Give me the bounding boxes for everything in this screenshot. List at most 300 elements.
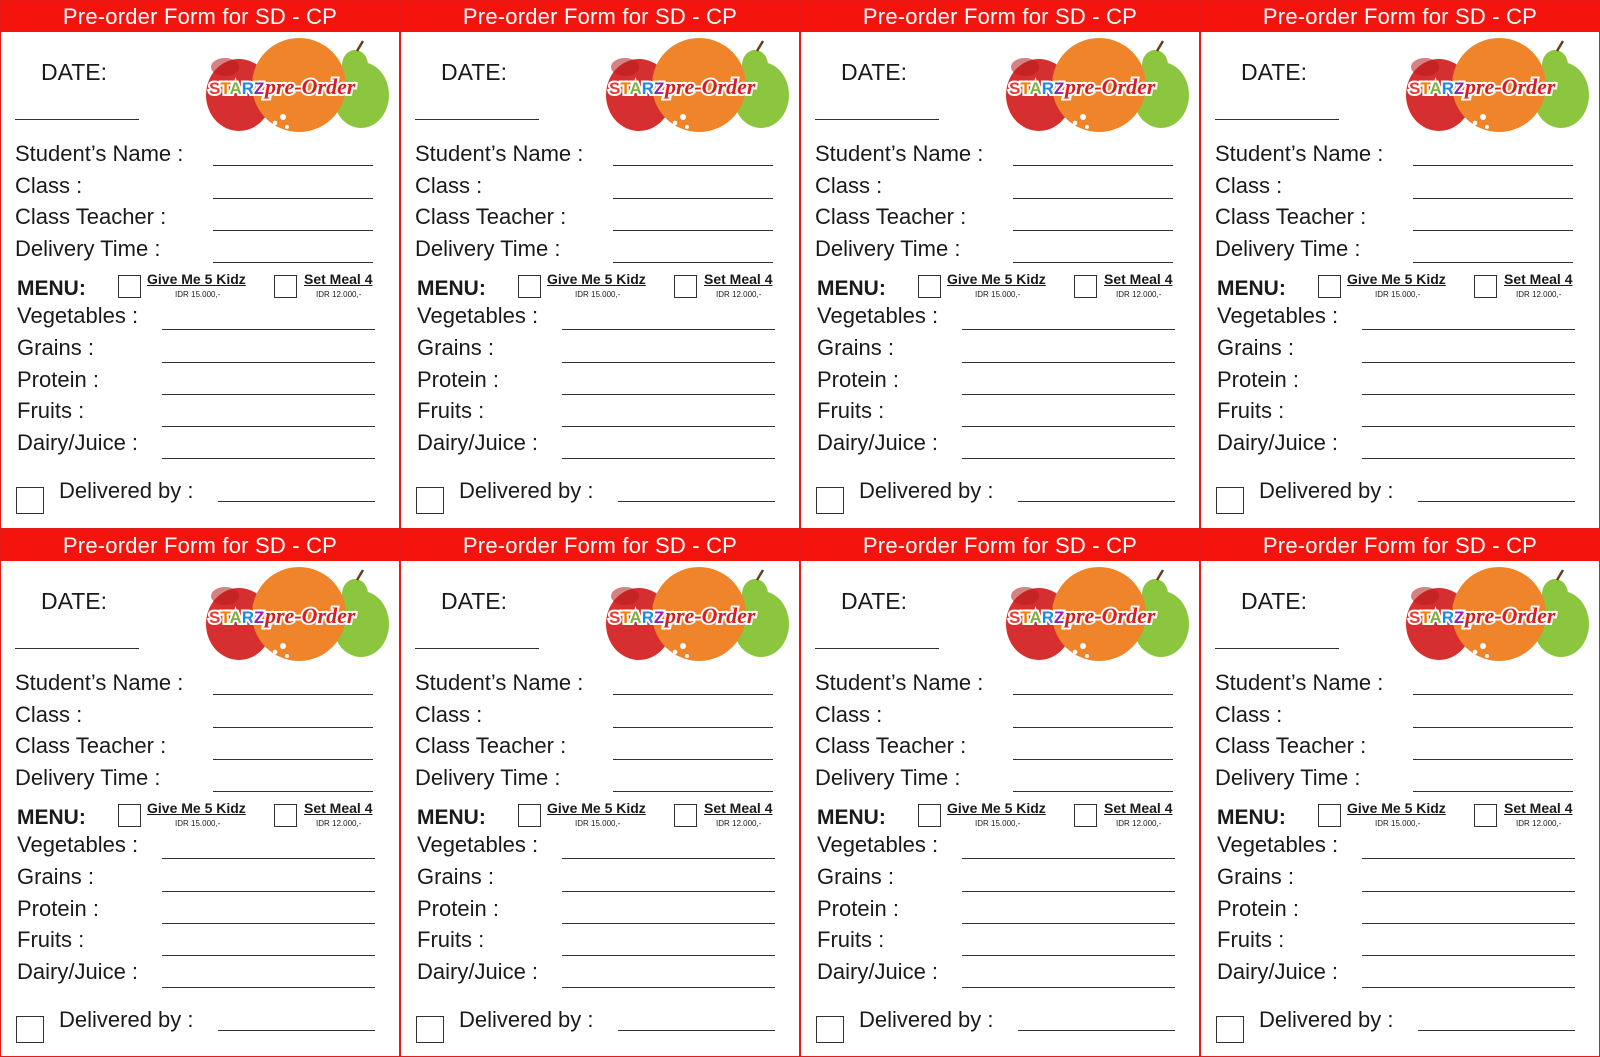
class-field[interactable] — [213, 198, 373, 199]
logo-letter: S — [609, 607, 621, 627]
class-label: Class : — [1215, 701, 1283, 727]
form-title: Pre-order Form for SD - CP — [1201, 530, 1599, 561]
grains-label: Grains : — [1217, 335, 1295, 360]
starz-preorder-logo — [605, 37, 789, 137]
class-teacher-label: Class Teacher : — [815, 732, 967, 758]
class-teacher-label: Class Teacher : — [15, 732, 167, 758]
logo-letter: R — [1041, 79, 1055, 98]
delivered-by-label: Delivered by : — [1259, 1006, 1394, 1032]
menu-option-give-me-5-kidz-checkbox[interactable] — [518, 804, 541, 827]
protein-field[interactable] — [562, 394, 775, 395]
menu-option-set-meal-4-checkbox[interactable] — [274, 275, 297, 298]
form-title: Pre-order Form for SD - CP — [1201, 1, 1599, 32]
svg-text:STARZ — [1009, 608, 1064, 627]
delivered-by-label: Delivered by : — [459, 1006, 594, 1032]
grains-field[interactable] — [1362, 362, 1575, 363]
dairy-juice-field[interactable] — [962, 987, 1175, 988]
starz-preorder-logo — [605, 566, 789, 666]
student-name-label: Student’s Name : — [415, 141, 584, 166]
preorder-form-card — [800, 0, 1200, 529]
menu-label: MENU: — [17, 805, 86, 829]
logo-letter: R — [241, 79, 255, 98]
delivered-checkbox[interactable] — [816, 487, 844, 514]
delivered-by-field[interactable] — [1418, 1030, 1575, 1031]
dairy-juice-field[interactable] — [1362, 458, 1575, 459]
grains-field[interactable] — [562, 362, 775, 363]
protein-field[interactable] — [962, 923, 1175, 924]
student-name-field[interactable] — [213, 694, 373, 695]
date-label: DATE: — [41, 587, 108, 614]
menu-option-give-me-5-kidz-name: Give Me 5 Kidz — [147, 271, 246, 287]
menu-option-set-meal-4-price: IDR 12.000,- — [1116, 290, 1162, 299]
svg-text:STARZ — [1409, 608, 1464, 627]
protein-field[interactable] — [562, 923, 775, 924]
grains-label: Grains : — [417, 863, 495, 889]
fruits-label: Fruits : — [1217, 926, 1285, 952]
class-teacher-label: Class Teacher : — [415, 732, 567, 758]
logo-word-preorder: pre-Order — [265, 602, 356, 628]
menu-option-set-meal-4-checkbox[interactable] — [674, 275, 697, 298]
menu-option-set-meal-4-price: IDR 12.000,- — [1516, 818, 1562, 828]
protein-field[interactable] — [162, 394, 375, 395]
svg-text:STARZ — [209, 608, 264, 627]
logo-letter: T — [1420, 607, 1430, 627]
menu-option-set-meal-4-name: Set Meal 4 — [304, 799, 373, 816]
vegetables-label: Vegetables : — [17, 831, 139, 857]
dairy-juice-label: Dairy/Juice : — [417, 958, 539, 984]
logo-letter: Z — [654, 79, 665, 98]
logo-word-preorder: pre-Order — [665, 74, 756, 99]
menu-option-give-me-5-kidz-price: IDR 15.000,- — [975, 818, 1021, 828]
logo-word-preorder: pre-Order — [665, 602, 756, 628]
grains-field[interactable] — [562, 891, 775, 892]
logo-letter: S — [1409, 607, 1421, 627]
starz-preorder-logo — [1405, 37, 1589, 137]
logo-letter: Z — [1454, 79, 1465, 98]
fruits-field[interactable] — [1362, 426, 1575, 427]
menu-option-set-meal-4-price: IDR 12.000,- — [1116, 818, 1162, 828]
logo-letter: R — [241, 607, 255, 627]
logo-letter: R — [641, 79, 655, 98]
menu-option-give-me-5-kidz-name: Give Me 5 Kidz — [547, 271, 646, 287]
dairy-juice-label: Dairy/Juice : — [417, 430, 539, 455]
protein-label: Protein : — [417, 895, 499, 921]
protein-field[interactable] — [962, 394, 1175, 395]
class-teacher-field[interactable] — [1013, 759, 1173, 760]
grains-field[interactable] — [1362, 891, 1575, 892]
menu-option-give-me-5-kidz-name: Give Me 5 Kidz — [547, 799, 646, 816]
student-name-field[interactable] — [613, 165, 773, 166]
form-title: Pre-order Form for SD - CP — [1, 530, 399, 561]
menu-option-give-me-5-kidz-checkbox[interactable] — [118, 275, 141, 298]
menu-option-set-meal-4-name: Set Meal 4 — [1504, 271, 1573, 287]
date-input-line[interactable] — [415, 648, 539, 649]
class-teacher-field[interactable] — [613, 759, 773, 760]
dairy-juice-label: Dairy/Juice : — [817, 430, 939, 455]
date-label: DATE: — [841, 587, 908, 614]
fruits-field[interactable] — [1362, 955, 1575, 956]
dairy-juice-field[interactable] — [962, 458, 1175, 459]
delivery-time-field[interactable] — [613, 791, 773, 792]
protein-label: Protein : — [17, 895, 99, 921]
dairy-juice-label: Dairy/Juice : — [1217, 430, 1339, 455]
delivery-time-label: Delivery Time : — [15, 764, 161, 790]
delivered-by-field[interactable] — [618, 1030, 775, 1031]
class-teacher-label: Class Teacher : — [1215, 204, 1367, 229]
preorder-form-card — [0, 529, 400, 1057]
dairy-juice-field[interactable] — [162, 987, 375, 988]
delivery-time-label: Delivery Time : — [15, 236, 161, 261]
student-name-label: Student’s Name : — [815, 669, 984, 695]
delivery-time-label: Delivery Time : — [415, 764, 561, 790]
preorder-form-card — [1200, 529, 1600, 1057]
delivered-by-field[interactable] — [1418, 501, 1575, 502]
menu-option-give-me-5-kidz-checkbox[interactable] — [1318, 804, 1341, 827]
logo-letter: T — [620, 607, 630, 627]
delivery-time-field[interactable] — [613, 262, 773, 263]
student-name-field[interactable] — [1413, 165, 1573, 166]
class-label: Class : — [415, 701, 483, 727]
menu-option-give-me-5-kidz-name: Give Me 5 Kidz — [1347, 271, 1446, 287]
menu-label: MENU: — [417, 277, 486, 300]
menu-option-set-meal-4-name: Set Meal 4 — [304, 271, 373, 287]
logo-letter: A — [229, 607, 242, 627]
delivery-time-field[interactable] — [213, 262, 373, 263]
student-name-label: Student’s Name : — [15, 141, 184, 166]
date-label: DATE: — [1241, 59, 1308, 85]
menu-option-set-meal-4-name: Set Meal 4 — [704, 271, 773, 287]
menu-option-give-me-5-kidz-price: IDR 15.000,- — [175, 290, 221, 299]
logo-letter: A — [1029, 79, 1042, 98]
preorder-form-card — [400, 529, 800, 1057]
student-name-field[interactable] — [1013, 694, 1173, 695]
vegetables-label: Vegetables : — [17, 303, 139, 328]
vegetables-label: Vegetables : — [417, 303, 539, 328]
menu-label: MENU: — [817, 277, 886, 300]
dairy-juice-field[interactable] — [162, 458, 375, 459]
menu-label: MENU: — [1217, 805, 1286, 829]
date-input-line[interactable] — [15, 119, 139, 120]
menu-option-give-me-5-kidz-price: IDR 15.000,- — [175, 818, 221, 828]
date-input-line[interactable] — [1215, 119, 1339, 120]
logo-letter: S — [1009, 607, 1021, 627]
vegetables-field[interactable] — [562, 858, 775, 859]
logo-word-preorder: pre-Order — [1465, 602, 1556, 628]
student-name-field[interactable] — [1013, 165, 1173, 166]
class-label: Class : — [815, 701, 883, 727]
delivered-by-field[interactable] — [618, 501, 775, 502]
protein-field[interactable] — [1362, 394, 1575, 395]
svg-text:STARZ — [1009, 79, 1064, 98]
form-title: Pre-order Form for SD - CP — [801, 1, 1199, 32]
logo-letter: T — [1020, 607, 1030, 627]
delivery-time-field[interactable] — [1013, 791, 1173, 792]
menu-option-give-me-5-kidz-price: IDR 15.000,- — [575, 290, 621, 299]
grains-label: Grains : — [417, 335, 495, 360]
preorder-form-card — [1200, 0, 1600, 529]
student-name-label: Student’s Name : — [1215, 669, 1384, 695]
logo-letter: Z — [1454, 607, 1465, 627]
vegetables-label: Vegetables : — [417, 831, 539, 857]
vegetables-label: Vegetables : — [1217, 303, 1339, 328]
date-label: DATE: — [841, 59, 908, 85]
svg-text:STARZ — [1409, 79, 1464, 98]
date-input-line[interactable] — [415, 119, 539, 120]
vegetables-field[interactable] — [1362, 858, 1575, 859]
class-teacher-field[interactable] — [613, 230, 773, 231]
vegetables-field[interactable] — [562, 329, 775, 330]
delivered-by-label: Delivered by : — [859, 478, 994, 503]
logo-word-preorder: pre-Order — [1465, 74, 1556, 99]
menu-option-give-me-5-kidz-name: Give Me 5 Kidz — [1347, 799, 1446, 816]
grains-field[interactable] — [162, 891, 375, 892]
delivered-checkbox[interactable] — [1216, 487, 1244, 514]
grains-field[interactable] — [162, 362, 375, 363]
class-label: Class : — [815, 173, 883, 198]
grains-label: Grains : — [17, 863, 95, 889]
logo-letter: S — [609, 79, 621, 98]
svg-text:STARZ — [609, 608, 664, 627]
delivered-by-field[interactable] — [218, 501, 375, 502]
menu-option-give-me-5-kidz-checkbox[interactable] — [518, 275, 541, 298]
menu-option-set-meal-4-price: IDR 12.000,- — [316, 290, 362, 299]
logo-word-preorder: pre-Order — [265, 74, 356, 99]
starz-preorder-logo — [205, 566, 389, 666]
logo-letter: Z — [654, 607, 665, 627]
delivery-time-field[interactable] — [1013, 262, 1173, 263]
starz-preorder-logo — [205, 37, 389, 137]
menu-option-set-meal-4-price: IDR 12.000,- — [316, 818, 362, 828]
menu-option-give-me-5-kidz-price: IDR 15.000,- — [575, 818, 621, 828]
fruits-field[interactable] — [962, 955, 1175, 956]
menu-option-set-meal-4-checkbox[interactable] — [1074, 275, 1097, 298]
delivered-by-label: Delivered by : — [59, 478, 194, 503]
date-label: DATE: — [441, 59, 508, 85]
delivered-checkbox[interactable] — [1216, 1016, 1244, 1043]
logo-letter: R — [641, 607, 655, 627]
student-name-label: Student’s Name : — [415, 669, 584, 695]
delivered-checkbox[interactable] — [416, 1016, 444, 1043]
delivery-time-field[interactable] — [1413, 791, 1573, 792]
class-teacher-field[interactable] — [213, 759, 373, 760]
menu-option-set-meal-4-checkbox[interactable] — [674, 804, 697, 827]
student-name-field[interactable] — [1413, 694, 1573, 695]
delivered-by-label: Delivered by : — [1259, 478, 1394, 503]
fruits-field[interactable] — [562, 426, 775, 427]
protein-label: Protein : — [1217, 895, 1299, 921]
starz-preorder-logo — [1005, 566, 1189, 666]
delivered-by-field[interactable] — [1018, 1030, 1175, 1031]
menu-option-set-meal-4-name: Set Meal 4 — [1104, 799, 1173, 816]
fruits-field[interactable] — [162, 955, 375, 956]
menu-option-give-me-5-kidz-price: IDR 15.000,- — [1375, 818, 1421, 828]
menu-option-give-me-5-kidz-checkbox[interactable] — [918, 804, 941, 827]
form-title: Pre-order Form for SD - CP — [401, 530, 799, 561]
class-teacher-field[interactable] — [1413, 759, 1573, 760]
protein-label: Protein : — [817, 895, 899, 921]
fruits-label: Fruits : — [417, 398, 485, 423]
menu-option-set-meal-4-price: IDR 12.000,- — [716, 818, 762, 828]
dairy-juice-label: Dairy/Juice : — [817, 958, 939, 984]
logo-letter: Z — [1054, 79, 1065, 98]
fruits-label: Fruits : — [417, 926, 485, 952]
fruits-field[interactable] — [562, 955, 775, 956]
grains-label: Grains : — [817, 335, 895, 360]
dairy-juice-field[interactable] — [1362, 987, 1575, 988]
menu-option-give-me-5-kidz-name: Give Me 5 Kidz — [947, 271, 1046, 287]
logo-letter: S — [209, 79, 221, 98]
menu-option-set-meal-4-checkbox[interactable] — [1074, 804, 1097, 827]
menu-option-give-me-5-kidz-name: Give Me 5 Kidz — [147, 799, 246, 816]
delivered-checkbox[interactable] — [16, 487, 44, 514]
logo-letter: A — [629, 79, 642, 98]
vegetables-field[interactable] — [162, 329, 375, 330]
class-teacher-label: Class Teacher : — [815, 204, 967, 229]
preorder-form-card — [800, 529, 1200, 1057]
class-field[interactable] — [1413, 727, 1573, 728]
menu-label: MENU: — [817, 805, 886, 829]
class-teacher-label: Class Teacher : — [415, 204, 567, 229]
logo-letter: R — [1441, 79, 1455, 98]
delivery-time-label: Delivery Time : — [415, 236, 561, 261]
fruits-label: Fruits : — [17, 926, 85, 952]
student-name-label: Student’s Name : — [815, 141, 984, 166]
date-input-line[interactable] — [815, 119, 939, 120]
date-input-line[interactable] — [1215, 648, 1339, 649]
logo-letter: Z — [1054, 607, 1065, 627]
delivery-time-label: Delivery Time : — [1215, 236, 1361, 261]
grains-field[interactable] — [962, 891, 1175, 892]
logo-letter: S — [1009, 79, 1021, 98]
class-field[interactable] — [1413, 198, 1573, 199]
logo-letter: T — [1020, 79, 1030, 98]
logo-letter: A — [229, 79, 242, 98]
menu-option-set-meal-4-price: IDR 12.000,- — [1516, 290, 1562, 299]
grains-label: Grains : — [817, 863, 895, 889]
fruits-label: Fruits : — [17, 398, 85, 423]
delivery-time-label: Delivery Time : — [815, 764, 961, 790]
delivered-checkbox[interactable] — [416, 487, 444, 514]
menu-option-set-meal-4-checkbox[interactable] — [1474, 275, 1497, 298]
class-field[interactable] — [1013, 727, 1173, 728]
logo-letter: T — [1420, 79, 1430, 98]
menu-option-give-me-5-kidz-checkbox[interactable] — [1318, 275, 1341, 298]
menu-option-set-meal-4-checkbox[interactable] — [274, 804, 297, 827]
class-teacher-label: Class Teacher : — [1215, 732, 1367, 758]
dairy-juice-field[interactable] — [562, 987, 775, 988]
fruits-field[interactable] — [962, 426, 1175, 427]
logo-letter: S — [1409, 79, 1421, 98]
protein-label: Protein : — [817, 367, 899, 392]
class-label: Class : — [15, 701, 83, 727]
class-teacher-field[interactable] — [213, 230, 373, 231]
grains-field[interactable] — [962, 362, 1175, 363]
dairy-juice-label: Dairy/Juice : — [1217, 958, 1339, 984]
student-name-field[interactable] — [613, 694, 773, 695]
delivered-by-label: Delivered by : — [459, 478, 594, 503]
logo-letter: R — [1041, 607, 1055, 627]
svg-text:STARZ — [609, 79, 664, 98]
dairy-juice-label: Dairy/Juice : — [17, 958, 139, 984]
vegetables-field[interactable] — [162, 858, 375, 859]
form-title: Pre-order Form for SD - CP — [1, 1, 399, 32]
class-field[interactable] — [613, 727, 773, 728]
delivery-time-field[interactable] — [1413, 262, 1573, 263]
menu-option-set-meal-4-price: IDR 12.000,- — [716, 290, 762, 299]
menu-option-give-me-5-kidz-price: IDR 15.000,- — [1375, 290, 1421, 299]
form-title: Pre-order Form for SD - CP — [401, 1, 799, 32]
class-field[interactable] — [613, 198, 773, 199]
date-label: DATE: — [1241, 587, 1308, 614]
class-teacher-field[interactable] — [1413, 230, 1573, 231]
vegetables-field[interactable] — [962, 329, 1175, 330]
fruits-label: Fruits : — [817, 398, 885, 423]
menu-option-set-meal-4-checkbox[interactable] — [1474, 804, 1497, 827]
class-field[interactable] — [213, 727, 373, 728]
delivery-time-field[interactable] — [213, 791, 373, 792]
menu-option-give-me-5-kidz-price: IDR 15.000,- — [975, 290, 1021, 299]
logo-letter: S — [209, 607, 221, 627]
logo-letter: Z — [254, 607, 265, 627]
menu-label: MENU: — [417, 805, 486, 829]
fruits-field[interactable] — [162, 426, 375, 427]
class-field[interactable] — [1013, 198, 1173, 199]
logo-letter: R — [1441, 607, 1455, 627]
student-name-label: Student’s Name : — [1215, 141, 1384, 166]
logo-word-preorder: pre-Order — [1065, 74, 1156, 99]
protein-field[interactable] — [162, 923, 375, 924]
starz-preorder-logo — [1005, 37, 1189, 137]
date-input-line[interactable] — [15, 648, 139, 649]
vegetables-label: Vegetables : — [817, 303, 939, 328]
delivered-by-field[interactable] — [218, 1030, 375, 1031]
menu-option-set-meal-4-name: Set Meal 4 — [1104, 271, 1173, 287]
class-teacher-field[interactable] — [1013, 230, 1173, 231]
svg-text:STARZ — [209, 79, 264, 98]
menu-option-give-me-5-kidz-checkbox[interactable] — [918, 275, 941, 298]
menu-option-give-me-5-kidz-checkbox[interactable] — [118, 804, 141, 827]
dairy-juice-field[interactable] — [562, 458, 775, 459]
class-label: Class : — [415, 173, 483, 198]
protein-field[interactable] — [1362, 923, 1575, 924]
delivered-by-field[interactable] — [1018, 501, 1175, 502]
vegetables-label: Vegetables : — [1217, 831, 1339, 857]
delivered-by-label: Delivered by : — [859, 1006, 994, 1032]
logo-word-preorder: pre-Order — [1065, 602, 1156, 628]
protein-label: Protein : — [1217, 367, 1299, 392]
starz-preorder-logo — [1405, 566, 1589, 666]
protein-label: Protein : — [17, 367, 99, 392]
date-input-line[interactable] — [815, 648, 939, 649]
form-title: Pre-order Form for SD - CP — [801, 530, 1199, 561]
preorder-form-card — [400, 0, 800, 529]
logo-letter: A — [1429, 79, 1442, 98]
student-name-field[interactable] — [213, 165, 373, 166]
delivered-checkbox[interactable] — [816, 1016, 844, 1043]
menu-option-set-meal-4-name: Set Meal 4 — [704, 799, 773, 816]
grains-label: Grains : — [17, 335, 95, 360]
vegetables-field[interactable] — [1362, 329, 1575, 330]
class-label: Class : — [1215, 173, 1283, 198]
logo-letter: Z — [254, 79, 265, 98]
delivered-checkbox[interactable] — [16, 1016, 44, 1043]
logo-letter: A — [1429, 607, 1442, 627]
menu-option-give-me-5-kidz-name: Give Me 5 Kidz — [947, 799, 1046, 816]
date-label: DATE: — [441, 587, 508, 614]
menu-label: MENU: — [1217, 277, 1286, 300]
student-name-label: Student’s Name : — [15, 669, 184, 695]
vegetables-field[interactable] — [962, 858, 1175, 859]
